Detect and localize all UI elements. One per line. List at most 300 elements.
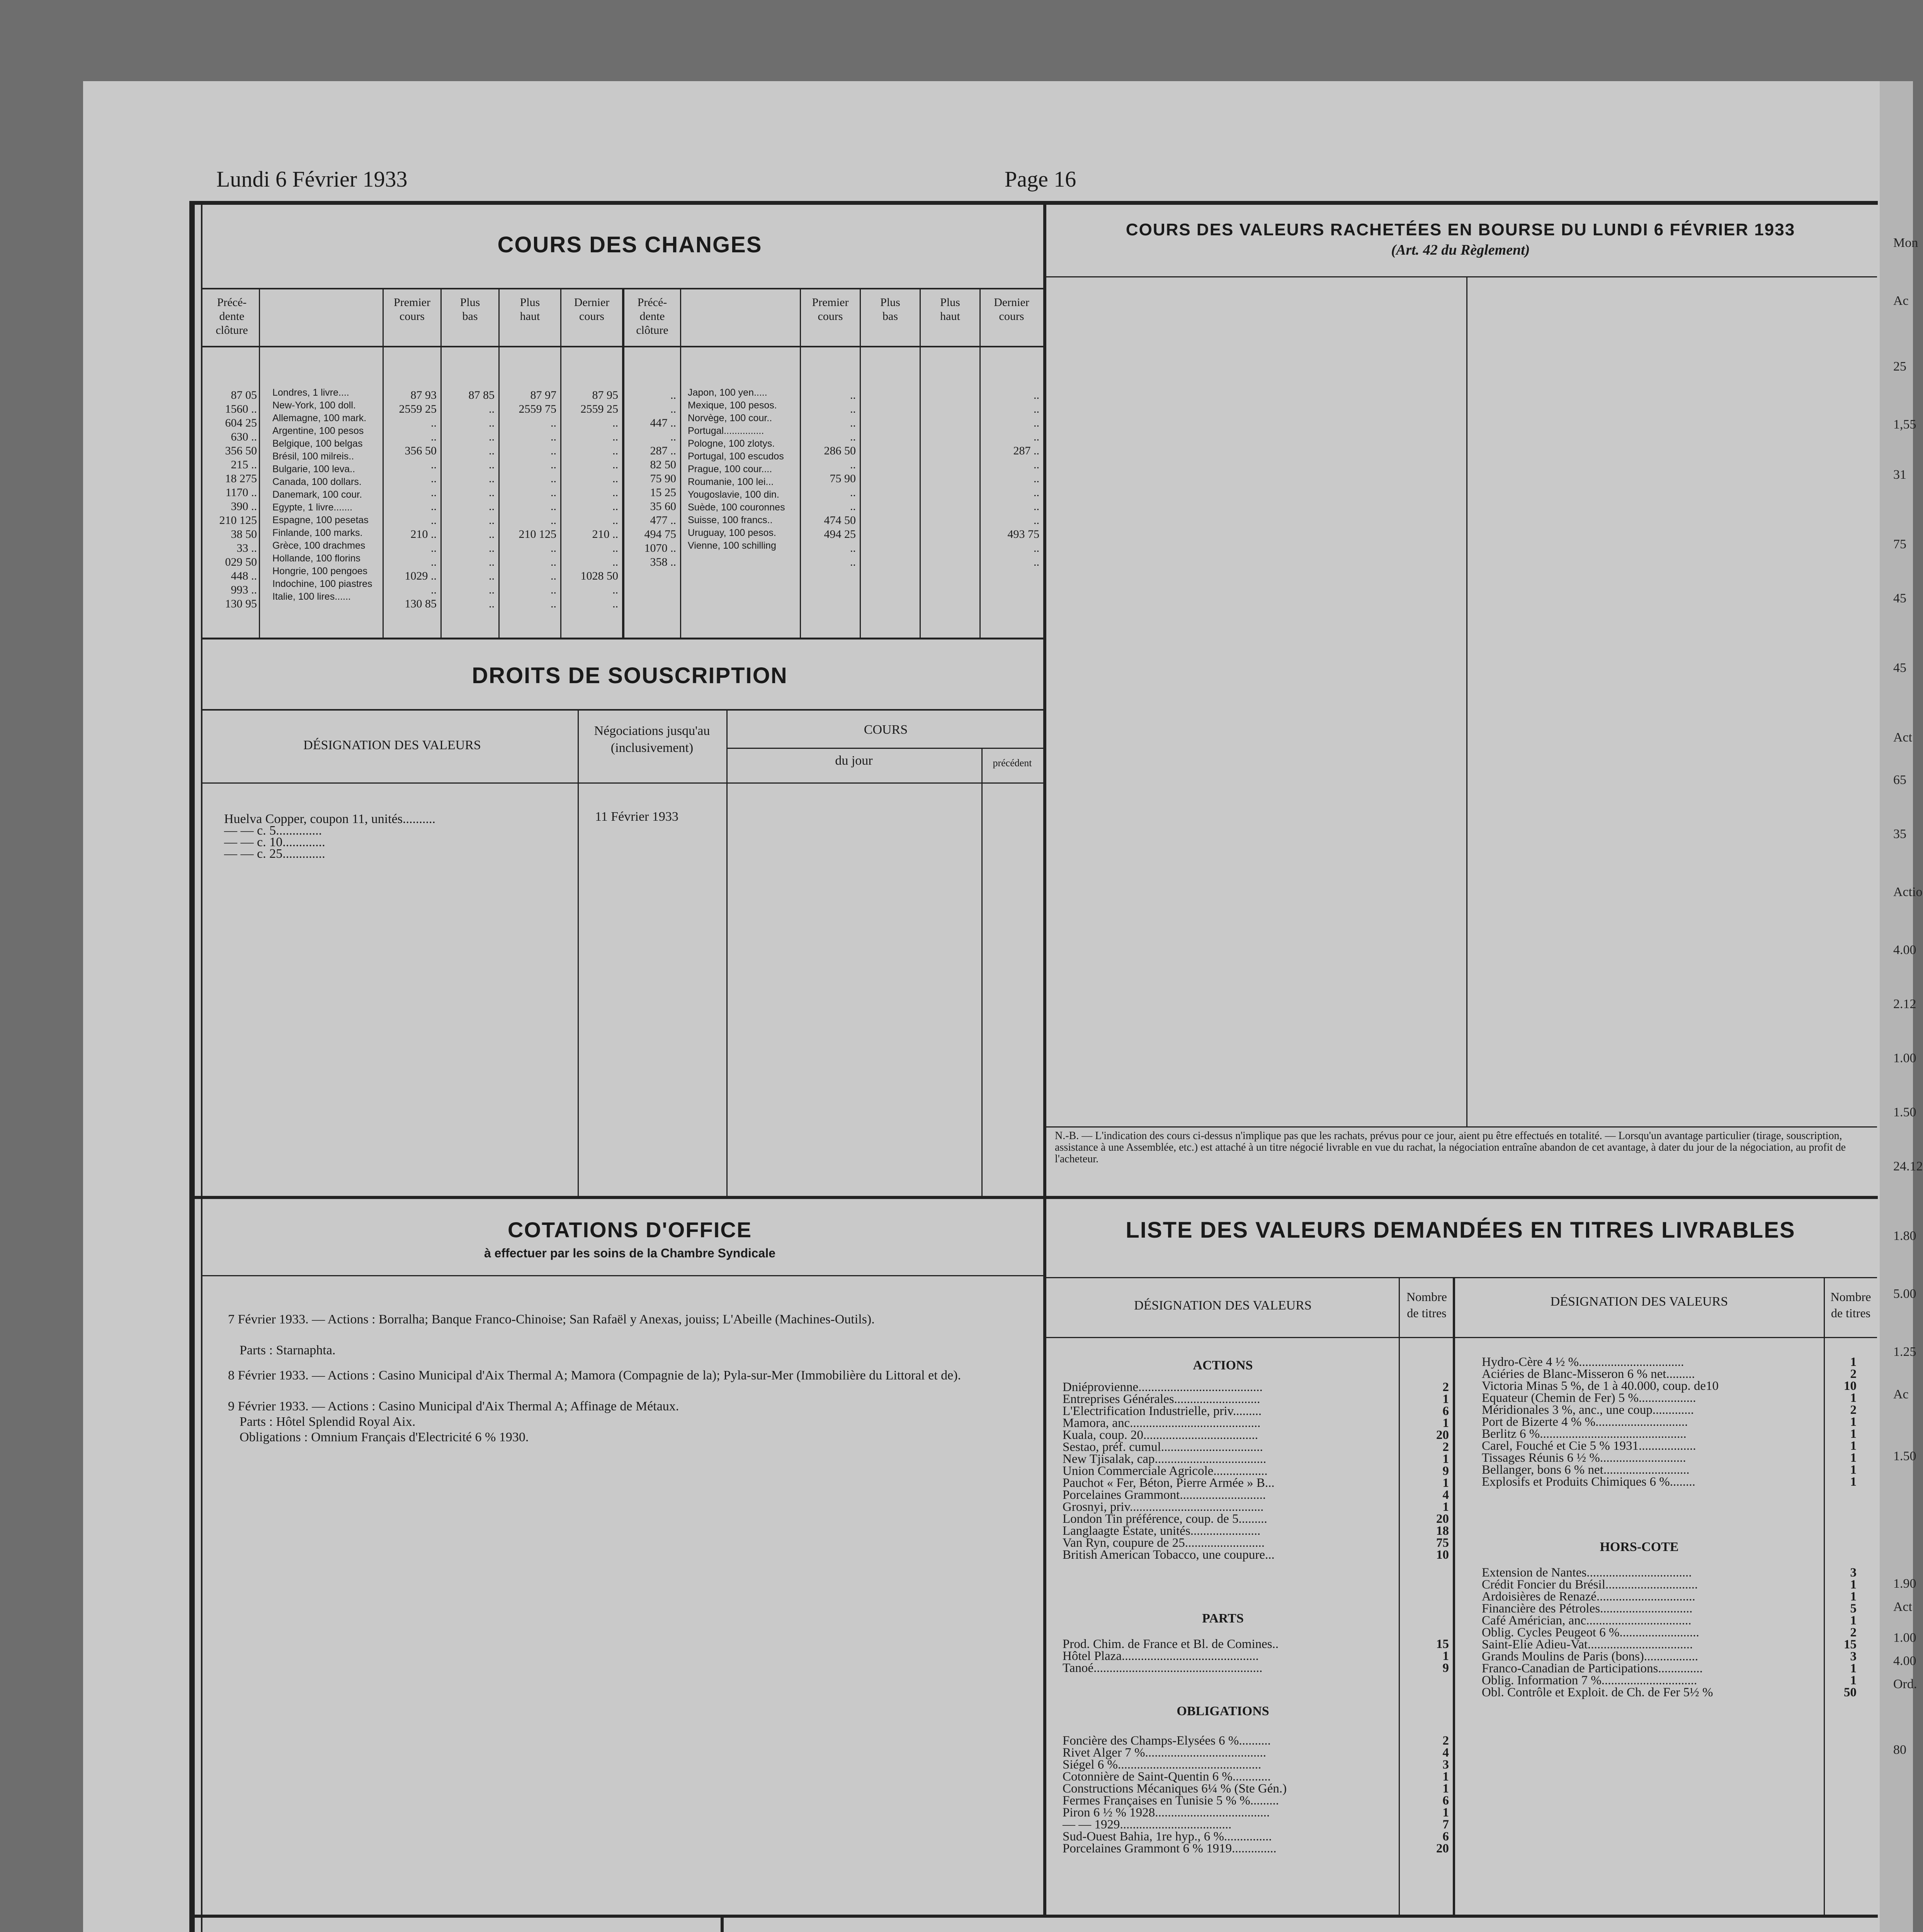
- rachetees-note-rule: [1046, 1126, 1877, 1128]
- rate-prev: 356 50: [225, 444, 257, 457]
- rate-prev: 215 ..: [231, 458, 257, 471]
- rate-first: ..: [431, 472, 437, 485]
- rate-last: ..: [612, 542, 618, 554]
- livrable-item: Entreprises Générales...........................: [1063, 1392, 1260, 1406]
- rate-low: ..: [489, 514, 495, 527]
- livrable-count: 20: [1436, 1428, 1449, 1442]
- col-divider: [979, 288, 981, 638]
- livrables-parts-n: [1401, 1638, 1449, 1674]
- livrables-parts: [1063, 1638, 1395, 1674]
- livrable-count: 3: [1850, 1566, 1857, 1580]
- livrable-count: 4: [1442, 1746, 1449, 1760]
- rate-prev: ..: [670, 389, 676, 401]
- livrables-header-rule: [1046, 1337, 1877, 1338]
- livrable-count: 1: [1850, 1355, 1857, 1369]
- livrable-count: 3: [1850, 1650, 1857, 1663]
- col-divider: [800, 288, 801, 638]
- souscription-jour-header: du jour: [835, 753, 873, 768]
- livrables-nombre-header-right: Nombre de titres: [1830, 1290, 1871, 1320]
- cotations-p3c: Obligations : Omnium Français d'Electricité 6 % 1930.: [240, 1430, 529, 1444]
- souscription-designation-header: DÉSIGNATION DES VALEURS: [303, 738, 481, 752]
- edge-number: Act: [1893, 730, 1913, 745]
- rate-first: ..: [850, 389, 856, 401]
- currency-name: Londres, 1 livre....: [272, 387, 349, 398]
- edge-number: 45: [1893, 661, 1906, 675]
- col-divider: [860, 288, 861, 638]
- edge-number: 1.00: [1893, 1631, 1916, 1645]
- col-low-header: Plus bas: [460, 296, 480, 323]
- rate-first: 87 93: [410, 389, 437, 401]
- rate-last: ..: [1034, 417, 1039, 429]
- page-date: Lundi 6 Février 1933: [216, 167, 408, 192]
- rachetees-subtitle: (Art. 42 du Règlement): [1391, 242, 1530, 258]
- livrable-count: 75: [1436, 1536, 1449, 1550]
- currency-name: Brésil, 100 milreis..: [272, 451, 354, 462]
- currency-name: Danemark, 100 cour.: [272, 489, 362, 500]
- livrables-nombre-header: Nombre de titres: [1406, 1290, 1447, 1320]
- edge-number: 24.12: [1893, 1159, 1923, 1173]
- rate-first: 286 50: [824, 444, 856, 457]
- rate-prev: ..: [670, 430, 676, 443]
- bottom-middle-rule: [721, 1915, 724, 1932]
- livrable-item: Foncière des Champs-Elysées 6 %..........: [1063, 1734, 1271, 1748]
- livrable-count: 2: [1850, 1626, 1857, 1639]
- edge-number: 1,55: [1893, 417, 1916, 432]
- livrable-item: Grands Moulins de Paris (bons).................: [1482, 1650, 1699, 1663]
- livrables-designation-header: DÉSIGNATION DES VALEURS: [1134, 1298, 1312, 1313]
- rate-prev: ..: [670, 403, 676, 415]
- livrables-right-list: [1482, 1356, 1822, 1488]
- currency-name: Portugal, 100 escudos: [688, 451, 784, 462]
- livrable-item: Piron 6 ½ % 1928....................................: [1063, 1806, 1270, 1820]
- col-divider: [560, 288, 561, 638]
- rate-high: ..: [551, 458, 556, 471]
- rate-first: 75 90: [830, 472, 856, 485]
- livrable-item: Constructions Mécaniques 6¼ % (Ste Gén.): [1063, 1782, 1287, 1796]
- rate-last: ..: [1034, 486, 1039, 499]
- rate-high: ..: [551, 542, 556, 554]
- rachetees-rule: [1046, 276, 1877, 277]
- livrable-count: 10: [1436, 1548, 1449, 1562]
- rate-low: ..: [489, 542, 495, 554]
- livrable-item: Sud-Ouest Bahia, 1re hyp., 6 %...............: [1063, 1830, 1272, 1844]
- livrables-rule: [1046, 1277, 1877, 1278]
- livrable-count: 1: [1850, 1463, 1857, 1477]
- left-low-list: [442, 388, 495, 611]
- right-prev-list: [626, 388, 676, 569]
- livrable-item: Berlitz 6 %..............................................: [1482, 1427, 1687, 1441]
- rate-low: ..: [489, 583, 495, 596]
- currency-name: Hollande, 100 florins: [272, 553, 360, 564]
- livrable-item: Bellanger, bons 6 % net...........................: [1482, 1463, 1690, 1477]
- rate-last: 493 75: [1007, 528, 1039, 541]
- rate-high: ..: [551, 570, 556, 582]
- livrable-count: 18: [1436, 1524, 1449, 1538]
- right-currency-list: [688, 386, 798, 552]
- rate-high: ..: [551, 444, 556, 457]
- edge-number: 75: [1893, 537, 1906, 551]
- edge-number: 4.00: [1893, 943, 1916, 957]
- livrable-count: 50: [1844, 1685, 1857, 1699]
- currency-name: Uruguay, 100 pesos.: [688, 527, 776, 538]
- col-divider: [726, 709, 728, 1196]
- rate-high: 87 97: [530, 389, 556, 401]
- col-divider: [498, 288, 500, 638]
- rate-last: ..: [1034, 403, 1039, 415]
- livrable-count: 1: [1850, 1427, 1857, 1441]
- rate-last: ..: [1034, 542, 1039, 554]
- changes-title: COURS DES CHANGES: [497, 232, 762, 257]
- livrables-actions-n: [1401, 1381, 1449, 1561]
- livrable-count: 3: [1442, 1758, 1449, 1772]
- rate-last: ..: [612, 583, 618, 596]
- row2-rule: [189, 1196, 1878, 1199]
- col-divider: [680, 288, 681, 638]
- cotations-title: COTATIONS D'OFFICE: [507, 1218, 752, 1242]
- livrables-hors-n: [1826, 1567, 1857, 1699]
- col-divider: [1824, 1277, 1825, 1915]
- col-divider: [578, 709, 579, 1196]
- cotations-p1: 7 Février 1933. — Actions : Borralha; Banque Franco-Chinoise; San Rafaël y Anexas, jouiss; L'Abeille (Machines-Outils).: [228, 1312, 875, 1327]
- edge-number: 25: [1893, 359, 1906, 374]
- rate-last: ..: [1034, 514, 1039, 527]
- currency-name: New-York, 100 doll.: [272, 400, 356, 411]
- rate-prev: 75 90: [650, 472, 676, 485]
- cotations-p3: 9 Février 1933. — Actions : Casino Municipal d'Aix Thermal A; Affinage de Métaux.: [228, 1399, 679, 1413]
- livrable-item: L'Electrification Industrielle, priv.........: [1063, 1404, 1262, 1418]
- souscription-rule: [202, 709, 1043, 711]
- livrable-item: Crédit Foncier du Brésil.............................: [1482, 1578, 1698, 1592]
- livrable-count: 7: [1442, 1818, 1449, 1832]
- livrables-title: LISTE DES VALEURS DEMANDÉES EN TITRES LIVRABLES: [1126, 1218, 1795, 1243]
- currency-name: Pologne, 100 zlotys.: [688, 438, 775, 449]
- livrable-item: Ardoisières de Renazé...............................: [1482, 1590, 1695, 1604]
- livrable-item: Dniéprovienne.......................................: [1063, 1380, 1263, 1394]
- livrable-item: Franco-Canadian de Participations..............: [1482, 1662, 1703, 1675]
- edge-number: 4.00: [1893, 1654, 1916, 1668]
- livrable-item: London Tin préférence, coup. de 5.........: [1063, 1512, 1267, 1526]
- livrable-item: Tanoé.....................................................: [1063, 1661, 1263, 1675]
- rate-prev: 993 ..: [231, 583, 257, 596]
- rate-prev: 494 75: [644, 528, 676, 541]
- rate-first: ..: [850, 403, 856, 415]
- rate-low: ..: [489, 458, 495, 471]
- rate-high: 210 125: [519, 528, 556, 541]
- rate-first: ..: [850, 486, 856, 499]
- livrable-item: Pauchot « Fer, Béton, Pierre Armée » B...: [1063, 1476, 1275, 1490]
- livrable-count: 2: [1442, 1380, 1449, 1394]
- livrable-item: Explosifs et Produits Chimiques 6 %........: [1482, 1475, 1695, 1489]
- rate-last: ..: [612, 444, 618, 457]
- livrable-item: Siégel 6 %.............................................: [1063, 1758, 1262, 1772]
- rate-first: ..: [850, 458, 856, 471]
- livrable-item: Union Commerciale Agricole.................: [1063, 1464, 1268, 1478]
- currency-name: Italie, 100 lires......: [272, 591, 351, 602]
- livrable-item: New Tjisalak, cap...................................: [1063, 1452, 1267, 1466]
- rate-high: ..: [551, 583, 556, 596]
- edge-number: 80: [1893, 1743, 1906, 1757]
- rate-first: ..: [431, 458, 437, 471]
- livrable-item: Grosnyi, priv..........................................: [1063, 1500, 1264, 1514]
- livrable-count: 2: [1850, 1367, 1857, 1381]
- rate-last: ..: [612, 458, 618, 471]
- livrable-count: 1: [1442, 1806, 1449, 1820]
- edge-number: 65: [1893, 773, 1906, 787]
- rate-prev: 390 ..: [231, 500, 257, 513]
- rate-prev: 38 50: [231, 528, 257, 541]
- currency-name: Indochine, 100 piastres: [272, 578, 372, 589]
- rate-prev: 604 25: [225, 417, 257, 429]
- edge-number: 2.12: [1893, 997, 1916, 1011]
- rate-prev: 82 50: [650, 458, 676, 471]
- souscription-nego-header: Négociations jusqu'au (inclusivement): [594, 724, 710, 755]
- rate-first: ..: [850, 542, 856, 554]
- rate-low: ..: [489, 500, 495, 513]
- rate-prev: 1070 ..: [644, 542, 676, 554]
- rate-first: 210 ..: [410, 528, 437, 541]
- livrable-count: 2: [1442, 1440, 1449, 1454]
- rate-high: ..: [551, 556, 556, 568]
- rachetees-title: COURS DES VALEURS RACHETÉES EN BOURSE DU LUNDI 6 FÉVRIER 1933: [1126, 220, 1795, 239]
- souscription-prec-header: précédent: [993, 757, 1032, 769]
- currency-name: Grèce, 100 drachmes: [272, 540, 366, 551]
- currency-name: Norvège, 100 cour..: [688, 413, 772, 423]
- livrables-hors: [1482, 1567, 1822, 1699]
- rate-last: ..: [612, 430, 618, 443]
- livrable-count: 1: [1850, 1590, 1857, 1604]
- rate-last: ..: [612, 472, 618, 485]
- livrables-oblig: [1063, 1735, 1395, 1855]
- currency-name: Canada, 100 dollars.: [272, 476, 362, 487]
- rate-high: ..: [551, 514, 556, 527]
- livrable-count: 1: [1442, 1500, 1449, 1514]
- rate-high: 2559 75: [519, 403, 556, 415]
- left-rule: [189, 201, 195, 1932]
- livrable-item: Langlaagte Estate, unités......................: [1063, 1524, 1261, 1538]
- rate-last: ..: [1034, 500, 1039, 513]
- edge-number: Mon: [1893, 236, 1918, 250]
- edge-number: 1.25: [1893, 1345, 1916, 1359]
- livrable-count: 1: [1850, 1451, 1857, 1465]
- livrable-count: 1: [1850, 1614, 1857, 1628]
- rate-low: ..: [489, 597, 495, 610]
- currency-name: Japon, 100 yen.....: [688, 387, 767, 398]
- livrable-count: 1: [1442, 1782, 1449, 1796]
- left-prev-list: [205, 388, 257, 611]
- livrable-item: Porcelaines Grammont 6 % 1919..............: [1063, 1842, 1277, 1855]
- currency-name: Finlande, 100 marks.: [272, 527, 363, 538]
- livrable-item: Oblig. Cycles Peugeot 6 %.........................: [1482, 1626, 1699, 1639]
- rate-prev: 630 ..: [231, 430, 257, 443]
- col-divider: [440, 288, 442, 638]
- rate-last: ..: [1034, 458, 1039, 471]
- currency-name: Mexique, 100 pesos.: [688, 400, 777, 411]
- livrable-count: 6: [1442, 1830, 1449, 1844]
- livrable-item: Obl. Contrôle et Exploit. de Ch. de Fer 5½ %: [1482, 1685, 1713, 1699]
- row3-rule: [189, 1915, 1878, 1918]
- rate-first: 1029 ..: [405, 570, 437, 582]
- middle-rule: [1043, 201, 1046, 1917]
- livrable-count: 2: [1442, 1734, 1449, 1748]
- rate-prev: 18 275: [225, 472, 257, 485]
- rate-last: ..: [1034, 430, 1039, 443]
- rate-low: ..: [489, 472, 495, 485]
- col-first-header: Premier cours: [394, 296, 430, 323]
- livrable-item: Prod. Chim. de France et Bl. de Comines..: [1063, 1637, 1279, 1651]
- souscription-row: Huelva Copper, coupon 11, unités..........: [224, 812, 435, 826]
- livrable-count: 1: [1850, 1475, 1857, 1489]
- right-first-list: [802, 388, 856, 569]
- livrable-count: 1: [1442, 1649, 1449, 1663]
- edge-number: Ord.: [1893, 1677, 1917, 1691]
- col-divider: [981, 748, 983, 1196]
- rate-last: ..: [612, 556, 618, 568]
- rate-low: ..: [489, 556, 495, 568]
- rate-prev: 130 95: [225, 597, 257, 610]
- rate-last: ..: [1034, 472, 1039, 485]
- rate-high: ..: [551, 597, 556, 610]
- livrables-actions-head: ACTIONS: [1193, 1358, 1253, 1372]
- edge-number: 1.50: [1893, 1105, 1916, 1119]
- livrable-count: 1: [1850, 1439, 1857, 1453]
- edge-number: 1.80: [1893, 1229, 1916, 1243]
- col-high-header: Plus haut: [520, 296, 540, 323]
- livrables-oblig-n: [1401, 1735, 1449, 1855]
- currency-name: Belgique, 100 belgas: [272, 438, 363, 449]
- livrables-hors-head: HORS-COTE: [1600, 1540, 1679, 1554]
- livrable-item: Saint-Elie Adieu-Vat.................................: [1482, 1638, 1693, 1651]
- livrables-parts-head: PARTS: [1202, 1611, 1244, 1626]
- col-last-header-right: Dernier cours: [994, 296, 1029, 323]
- souscription-row: — — c. 5..............: [224, 823, 322, 838]
- rate-first: ..: [431, 542, 437, 554]
- rate-prev: 447 ..: [650, 417, 676, 429]
- livrable-count: 20: [1436, 1512, 1449, 1526]
- livrable-count: 1: [1442, 1416, 1449, 1430]
- livrable-item: Hydro-Cère 4 ½ %.................................: [1482, 1355, 1684, 1369]
- livrable-item: Rivet Alger 7 %......................................: [1063, 1746, 1267, 1760]
- livrables-actions: [1063, 1381, 1395, 1561]
- rate-low: 87 85: [468, 389, 495, 401]
- souscription-header-rule: [202, 782, 1043, 784]
- left-first-list: [384, 388, 437, 611]
- currency-name: Yougoslavie, 100 din.: [688, 489, 779, 500]
- rate-first: ..: [431, 556, 437, 568]
- col-divider: [1453, 1277, 1455, 1915]
- rate-last: ..: [612, 417, 618, 429]
- cotations-rule: [202, 1275, 1043, 1276]
- rate-first: ..: [431, 417, 437, 429]
- rate-last: ..: [612, 514, 618, 527]
- livrable-item: Kuala, coup. 20....................................: [1063, 1428, 1258, 1442]
- livrable-count: 1: [1442, 1770, 1449, 1784]
- top-rule: [189, 201, 1878, 205]
- rate-first: ..: [850, 500, 856, 513]
- rate-first: 130 85: [405, 597, 437, 610]
- rate-last: ..: [612, 500, 618, 513]
- livrables-right-n: [1826, 1356, 1857, 1488]
- rate-prev: 87 05: [231, 389, 257, 401]
- rate-prev: 287 ..: [650, 444, 676, 457]
- col-first-header-right: Premier cours: [812, 296, 849, 323]
- livrable-item: Aciéries de Blanc-Misseron 6 % net.........: [1482, 1367, 1695, 1381]
- rate-last: 87 95: [592, 389, 618, 401]
- souscription-row: — — c. 25.............: [224, 847, 325, 861]
- rate-low: ..: [489, 486, 495, 499]
- rate-prev: 210 125: [219, 514, 257, 527]
- rate-first: ..: [850, 417, 856, 429]
- livrable-item: Mamora, anc.........................................: [1063, 1416, 1261, 1430]
- livrable-count: 10: [1844, 1379, 1857, 1393]
- edge-number: 5.00: [1893, 1287, 1916, 1301]
- col-last-header: Dernier cours: [574, 296, 610, 323]
- edge-number: 35: [1893, 827, 1906, 841]
- livrables-designation-header-right: DÉSIGNATION DES VALEURS: [1550, 1294, 1728, 1309]
- souscription-cours-header: COURS: [864, 723, 908, 737]
- livrable-item: Extension de Nantes.................................: [1482, 1566, 1692, 1580]
- col-prev-header: Précé- dente clôture: [216, 296, 248, 337]
- page-number: Page 16: [1005, 167, 1076, 192]
- cours-subrule: [726, 748, 1043, 749]
- col-low-header-right: Plus bas: [880, 296, 900, 323]
- currency-name: Roumanie, 100 lei...: [688, 476, 774, 487]
- currency-name: Prague, 100 cour....: [688, 464, 772, 474]
- livrable-item: Victoria Minas 5 %, de 1 à 40.000, coup. de10: [1482, 1379, 1719, 1393]
- livrable-item: Equateur (Chemin de Fer) 5 %..................: [1482, 1391, 1696, 1405]
- rate-high: ..: [551, 417, 556, 429]
- edge-number: 1.90: [1893, 1577, 1916, 1591]
- cotations-p3b: Parts : Hôtel Splendid Royal Aix.: [240, 1415, 416, 1429]
- livrable-item: — — 1929...................................: [1063, 1818, 1232, 1832]
- rate-last: ..: [612, 597, 618, 610]
- col-divider: [1466, 276, 1467, 1126]
- livrable-item: Carel, Fouché et Cie 5 % 1931..................: [1482, 1439, 1696, 1453]
- livrable-count: 1: [1442, 1452, 1449, 1466]
- rate-first: ..: [431, 486, 437, 499]
- rate-prev: 15 25: [650, 486, 676, 499]
- edge-number: Actio: [1893, 885, 1923, 899]
- livrable-item: Méridionales 3 %, anc., une coup.............: [1482, 1403, 1694, 1417]
- edge-number: 1.00: [1893, 1051, 1916, 1065]
- cotations-p2: 8 Février 1933. — Actions : Casino Municipal d'Aix Thermal A; Mamora (Compagnie de la); Pyla-sur-Mer (Immobilière du Littoral et de).: [228, 1368, 961, 1383]
- col-high-header-right: Plus haut: [940, 296, 960, 323]
- livrable-item: Van Ryn, coupure de 25.........................: [1063, 1536, 1265, 1550]
- rate-prev: 477 ..: [650, 514, 676, 527]
- currency-name: Allemagne, 100 mark.: [272, 413, 367, 423]
- rate-last: 2559 25: [580, 403, 618, 415]
- edge-number: Ac: [1893, 1387, 1909, 1401]
- rate-high: ..: [551, 486, 556, 499]
- livrable-count: 15: [1844, 1638, 1857, 1651]
- rate-prev: 1170 ..: [225, 486, 257, 499]
- col-divider: [622, 288, 624, 638]
- rate-first: 494 25: [824, 528, 856, 541]
- livrable-count: 1: [1442, 1392, 1449, 1406]
- livrable-count: 6: [1442, 1404, 1449, 1418]
- rate-high: ..: [551, 472, 556, 485]
- livrable-item: Porcelaines Grammont...........................: [1063, 1488, 1266, 1502]
- livrable-item: British American Tobacco, une coupure...: [1063, 1548, 1275, 1562]
- currency-name: Argentine, 100 pesos: [272, 425, 364, 436]
- livrable-count: 1: [1442, 1476, 1449, 1490]
- rate-first: 356 50: [405, 444, 437, 457]
- livrable-count: 20: [1436, 1842, 1449, 1855]
- edge-number: 31: [1893, 468, 1906, 482]
- livrable-item: Tissages Réunis 6 ½ %...........................: [1482, 1451, 1686, 1465]
- rate-low: ..: [489, 430, 495, 443]
- currency-name: Portugal...............: [688, 425, 764, 436]
- rate-last: ..: [1034, 389, 1039, 401]
